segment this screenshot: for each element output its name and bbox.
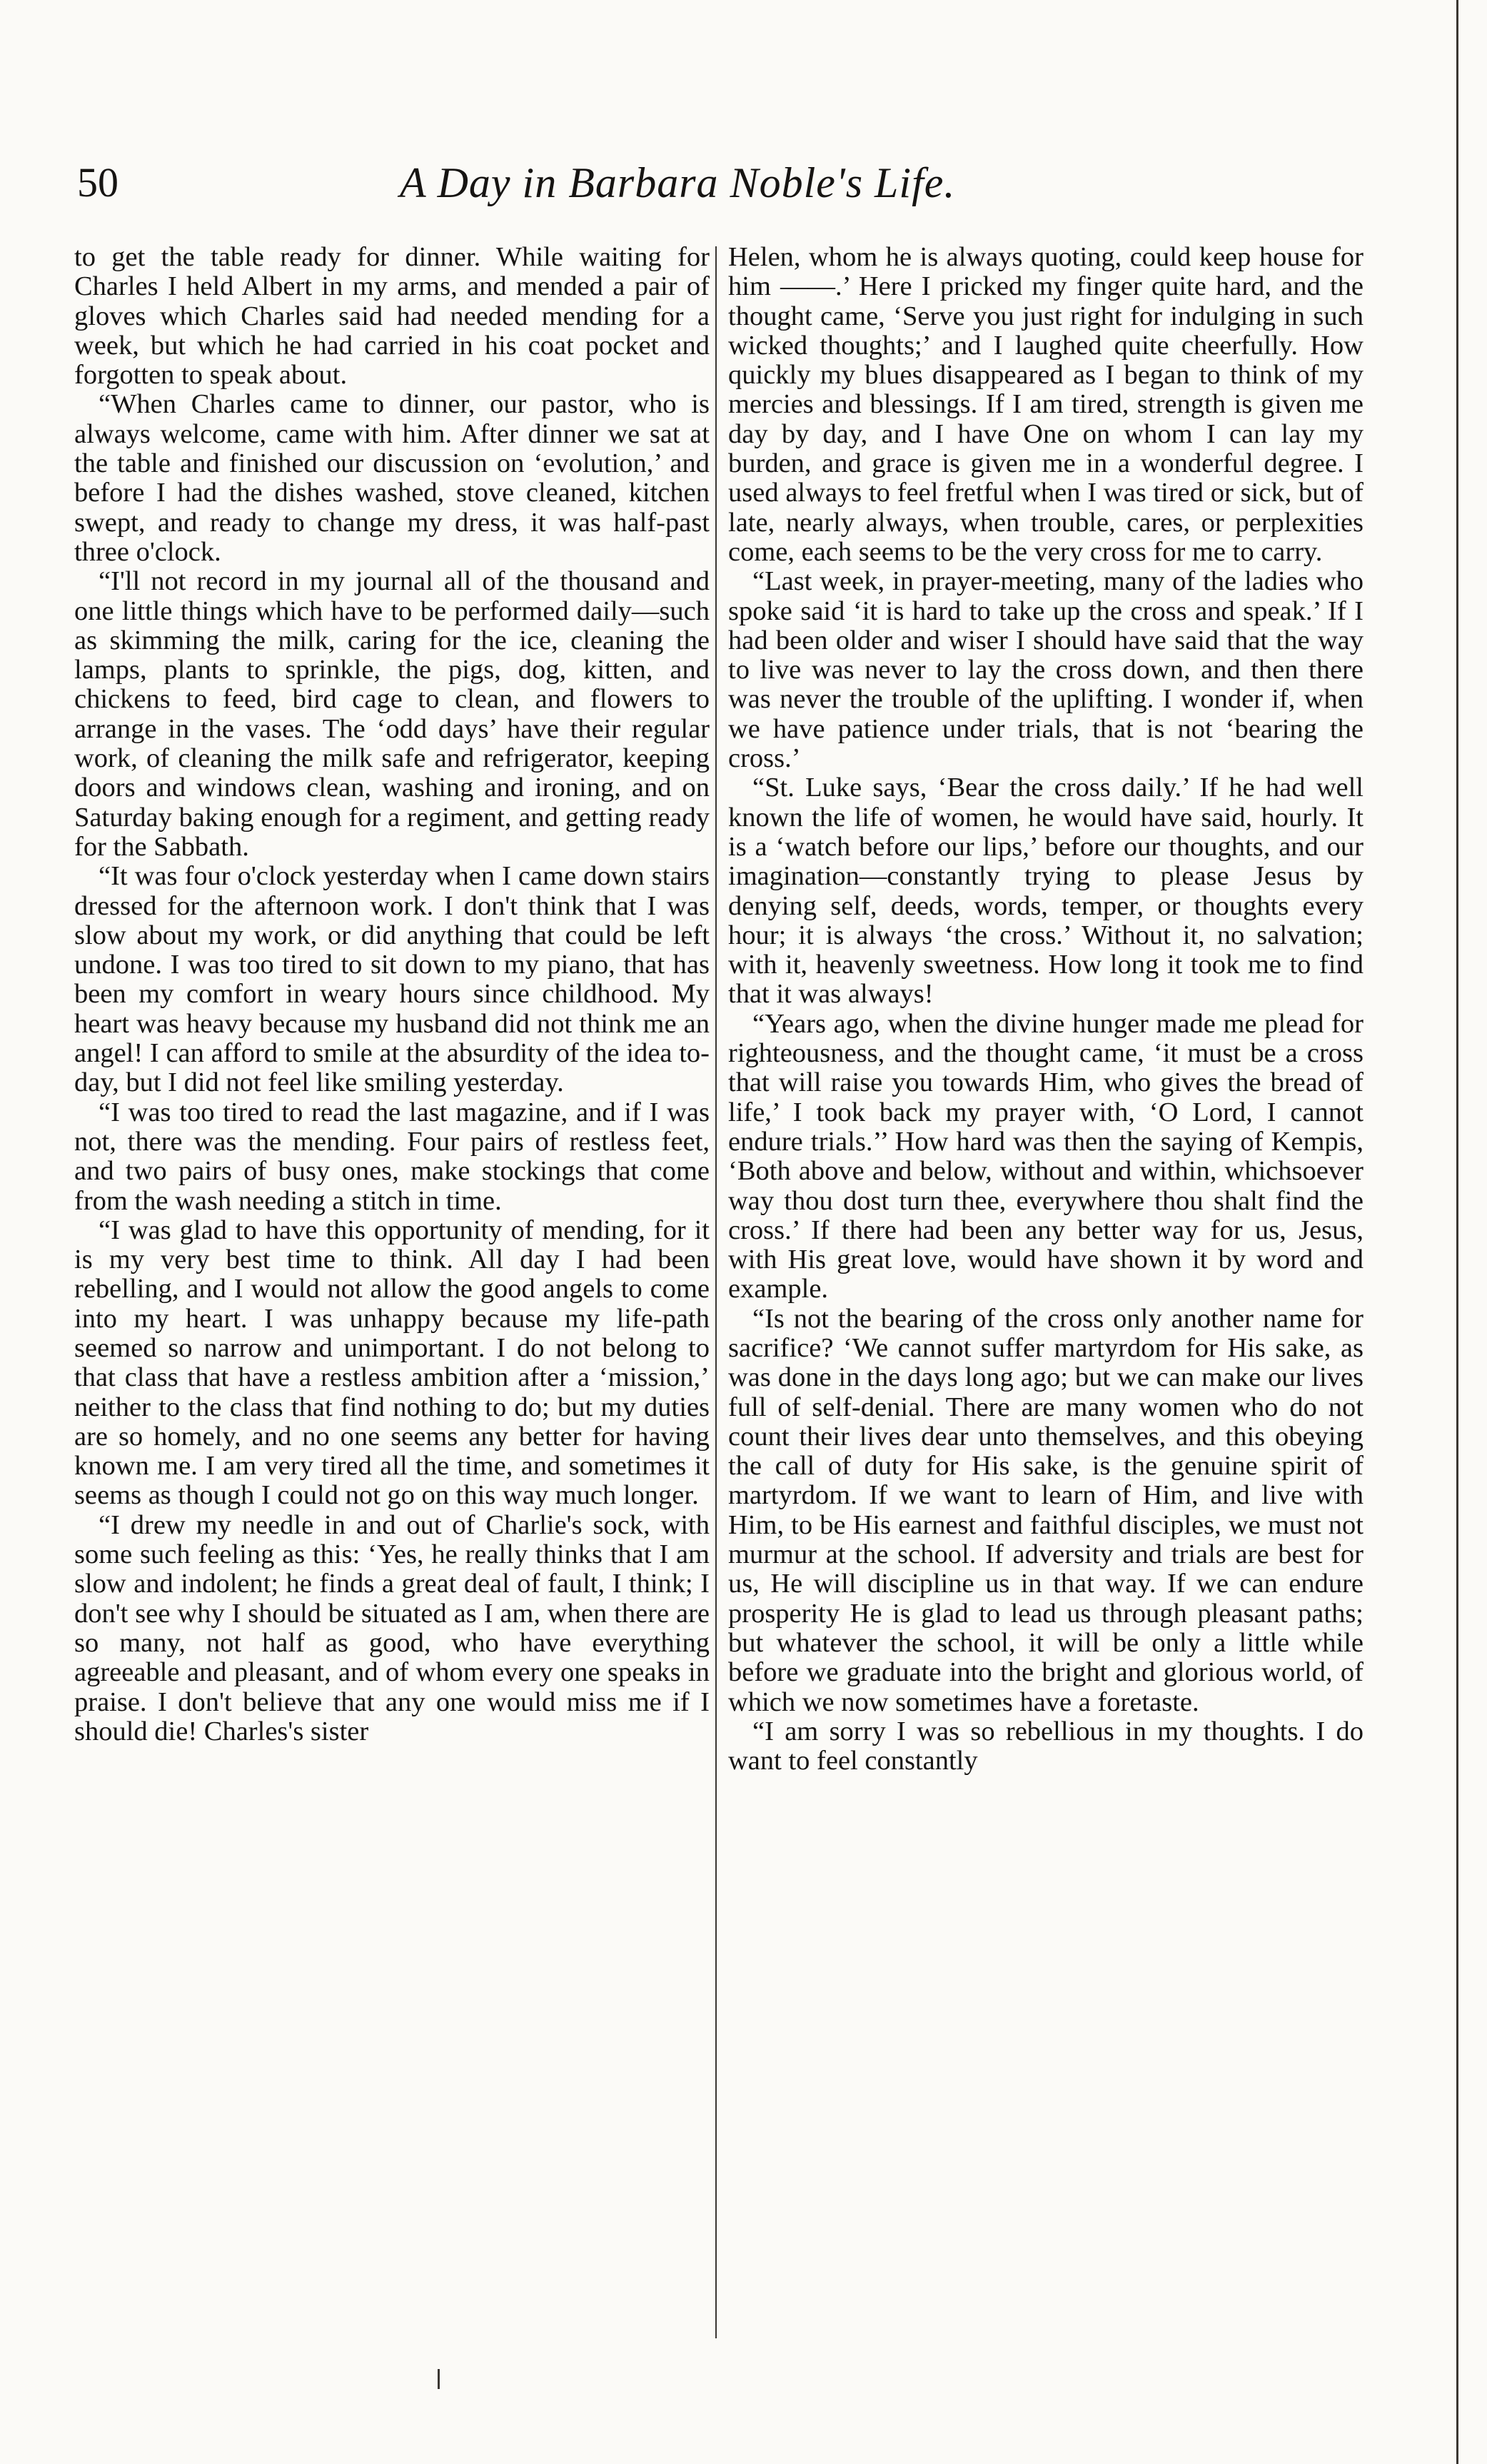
paragraph: “I was too tired to read the last magazine, and if I was not, there was the mending. Four pairs of restless feet, and two pairs of busy ones, make stockings that come from the wash needing a stitch in time. bbox=[74, 1097, 710, 1216]
paragraph: Helen, whom he is always quoting, could keep house for him ——.’ Here I pricked my finger quite hard, and the thought came, ‘Serve you just right for indulging in such wicked thoughts;’ and I laughed quite cheerfully. How quickly my blues disappeared as I began to think of my mercies and blessings. If I am tired, strength is given me day by day, and I have One on whom I can lay my burden, and grace is given me in a wonderful degree. I used always to feel fretful when I was tired or sick, but of late, nearly always, when trouble, cares, or perplexities come, each seems to be the very cross for me to carry. bbox=[728, 242, 1363, 567]
left-column bbox=[74, 243, 710, 1746]
paragraph: “I was glad to have this opportunity of mending, for it is my very best time to think. All day I had been rebelling, and I would not allow the good angels to come into my heart. I was unhappy because my life-path seemed so narrow and unimportant. I do not belong to that class that have a restless ambition after a ‘mission,’ neither to the class that find nothing to do; but my duties are so homely, and no one seems any better for having known me. I am very tired all the time, and sometimes it seems as though I could not go on this way much longer. bbox=[74, 1215, 710, 1511]
paragraph: “When Charles came to dinner, our pastor, who is always welcome, came with him. After dinner we sat at the table and finished our discussion on ‘evolution,’ and before I had the dishes washed, stove cleaned, kitchen swept, and ready to change my dress, it was half-past three o'clock. bbox=[74, 389, 710, 567]
running-title: A Day in Barbara Noble's Life. bbox=[400, 159, 956, 206]
paragraph: “I am sorry I was so rebellious in my thoughts. I do want to feel constantly bbox=[728, 1716, 1363, 1776]
printer-mark bbox=[438, 2369, 440, 2389]
paragraph: “I'll not record in my journal all of the thousand and one little things which have to be performed daily—such as skimming the milk, caring for the ice, cleaning the lamps, plants to sprinkle, the pigs, dog, kitten, and chickens to feed, bird cage to clean, and flowers to arrange in the vases. The ‘odd days’ have their regular work, of cleaning the milk safe and refrigerator, keeping doors and windows clean, washing and ironing, and on Saturday baking enough for a regiment, and getting ready for the Sabbath. bbox=[74, 566, 710, 862]
paragraph: “St. Luke says, ‘Bear the cross daily.’ If he had well known the life of women, he would have said, hourly. It is a ‘watch before our lips,’ before our thoughts, and our imagination—constantly trying to please Jesus by denying self, deeds, words, temper, or thoughts every hour; it is always ‘the cross.’ Without it, no salvation; with it, heavenly sweetness. How long it took me to find that it was always! bbox=[728, 773, 1363, 1010]
paragraph: “Is not the bearing of the cross only another name for sacrifice? ‘We cannot suffer martyrdom for His sake, as was done in the days long ago; but we can make our lives full of self-denial. There are many women who do not count their lives dear unto themselves, and this obeying the call of duty for His sake, is the genuine spirit of martyrdom. If we want to learn of Him, and live with Him, to be His earnest and faithful disciples, we must not murmur at the school. If adversity and trials are best for us, He will discipline us in that way. If we can endure prosperity He is glad to lead us through pleasant paths; but whatever the school, it will be only a little while before we graduate into the bright and glorious world, of which we now sometimes have a foretaste. bbox=[728, 1303, 1363, 1717]
paragraph: “It was four o'clock yesterday when I came down stairs dressed for the afternoon work. I don't think that I was slow about my work, or did anything that could be left undone. I was too tired to sit down to my piano, that has been my comfort in weary hours since childhood. My heart was heavy because my husband did not think me an angel! I can afford to smile at the absurdity of the idea to-day, but I did not feel like smiling yesterday. bbox=[74, 861, 710, 1098]
right-column bbox=[728, 243, 1363, 1776]
page-edge-line bbox=[1456, 0, 1458, 2464]
paragraph: “I drew my needle in and out of Charlie's sock, with some such feeling as this: ‘Yes, he really thinks that I am slow and indolent; he finds a great deal of fault, I think; I don't see why I should be situated as I am, when there are so many, not half as good, who have everything agreeable and pleasant, and of whom every one speaks in praise. I don't believe that any one would miss me if I should die! Charles's sister bbox=[74, 1509, 710, 1746]
column-divider bbox=[715, 246, 717, 2338]
page-number: 50 bbox=[77, 159, 119, 206]
paragraph: to get the table ready for dinner. While waiting for Charles I held Albert in my arms, and mended a pair of gloves which Charles said had needed mending for a week, but which he had carried in his coat pocket and forgotten to speak about. bbox=[74, 242, 710, 391]
paragraph: “Last week, in prayer-meeting, many of the ladies who spoke said ‘it is hard to take up the cross and speak.’ If I had been older and wiser I should have said that the way to live was never to lay the cross down, and then there was never the trouble of the uplifting. I wonder if, when we have patience under trials, that is not ‘bearing the cross.’ bbox=[728, 566, 1363, 774]
paragraph: “Years ago, when the divine hunger made me plead for righteousness, and the thought came, ‘it must be a cross that will raise you towards Him, who gives the bread of life,’ I took back my prayer with, ‘O Lord, I cannot endure trials.’’ How hard was then the saying of Kempis, ‘Both above and below, without and within, whichsoever way thou dost turn thee, everywhere thou shalt find the cross.’ If there had been any better way for us, Jesus, with His great love, would have shown it by word and example. bbox=[728, 1008, 1363, 1304]
